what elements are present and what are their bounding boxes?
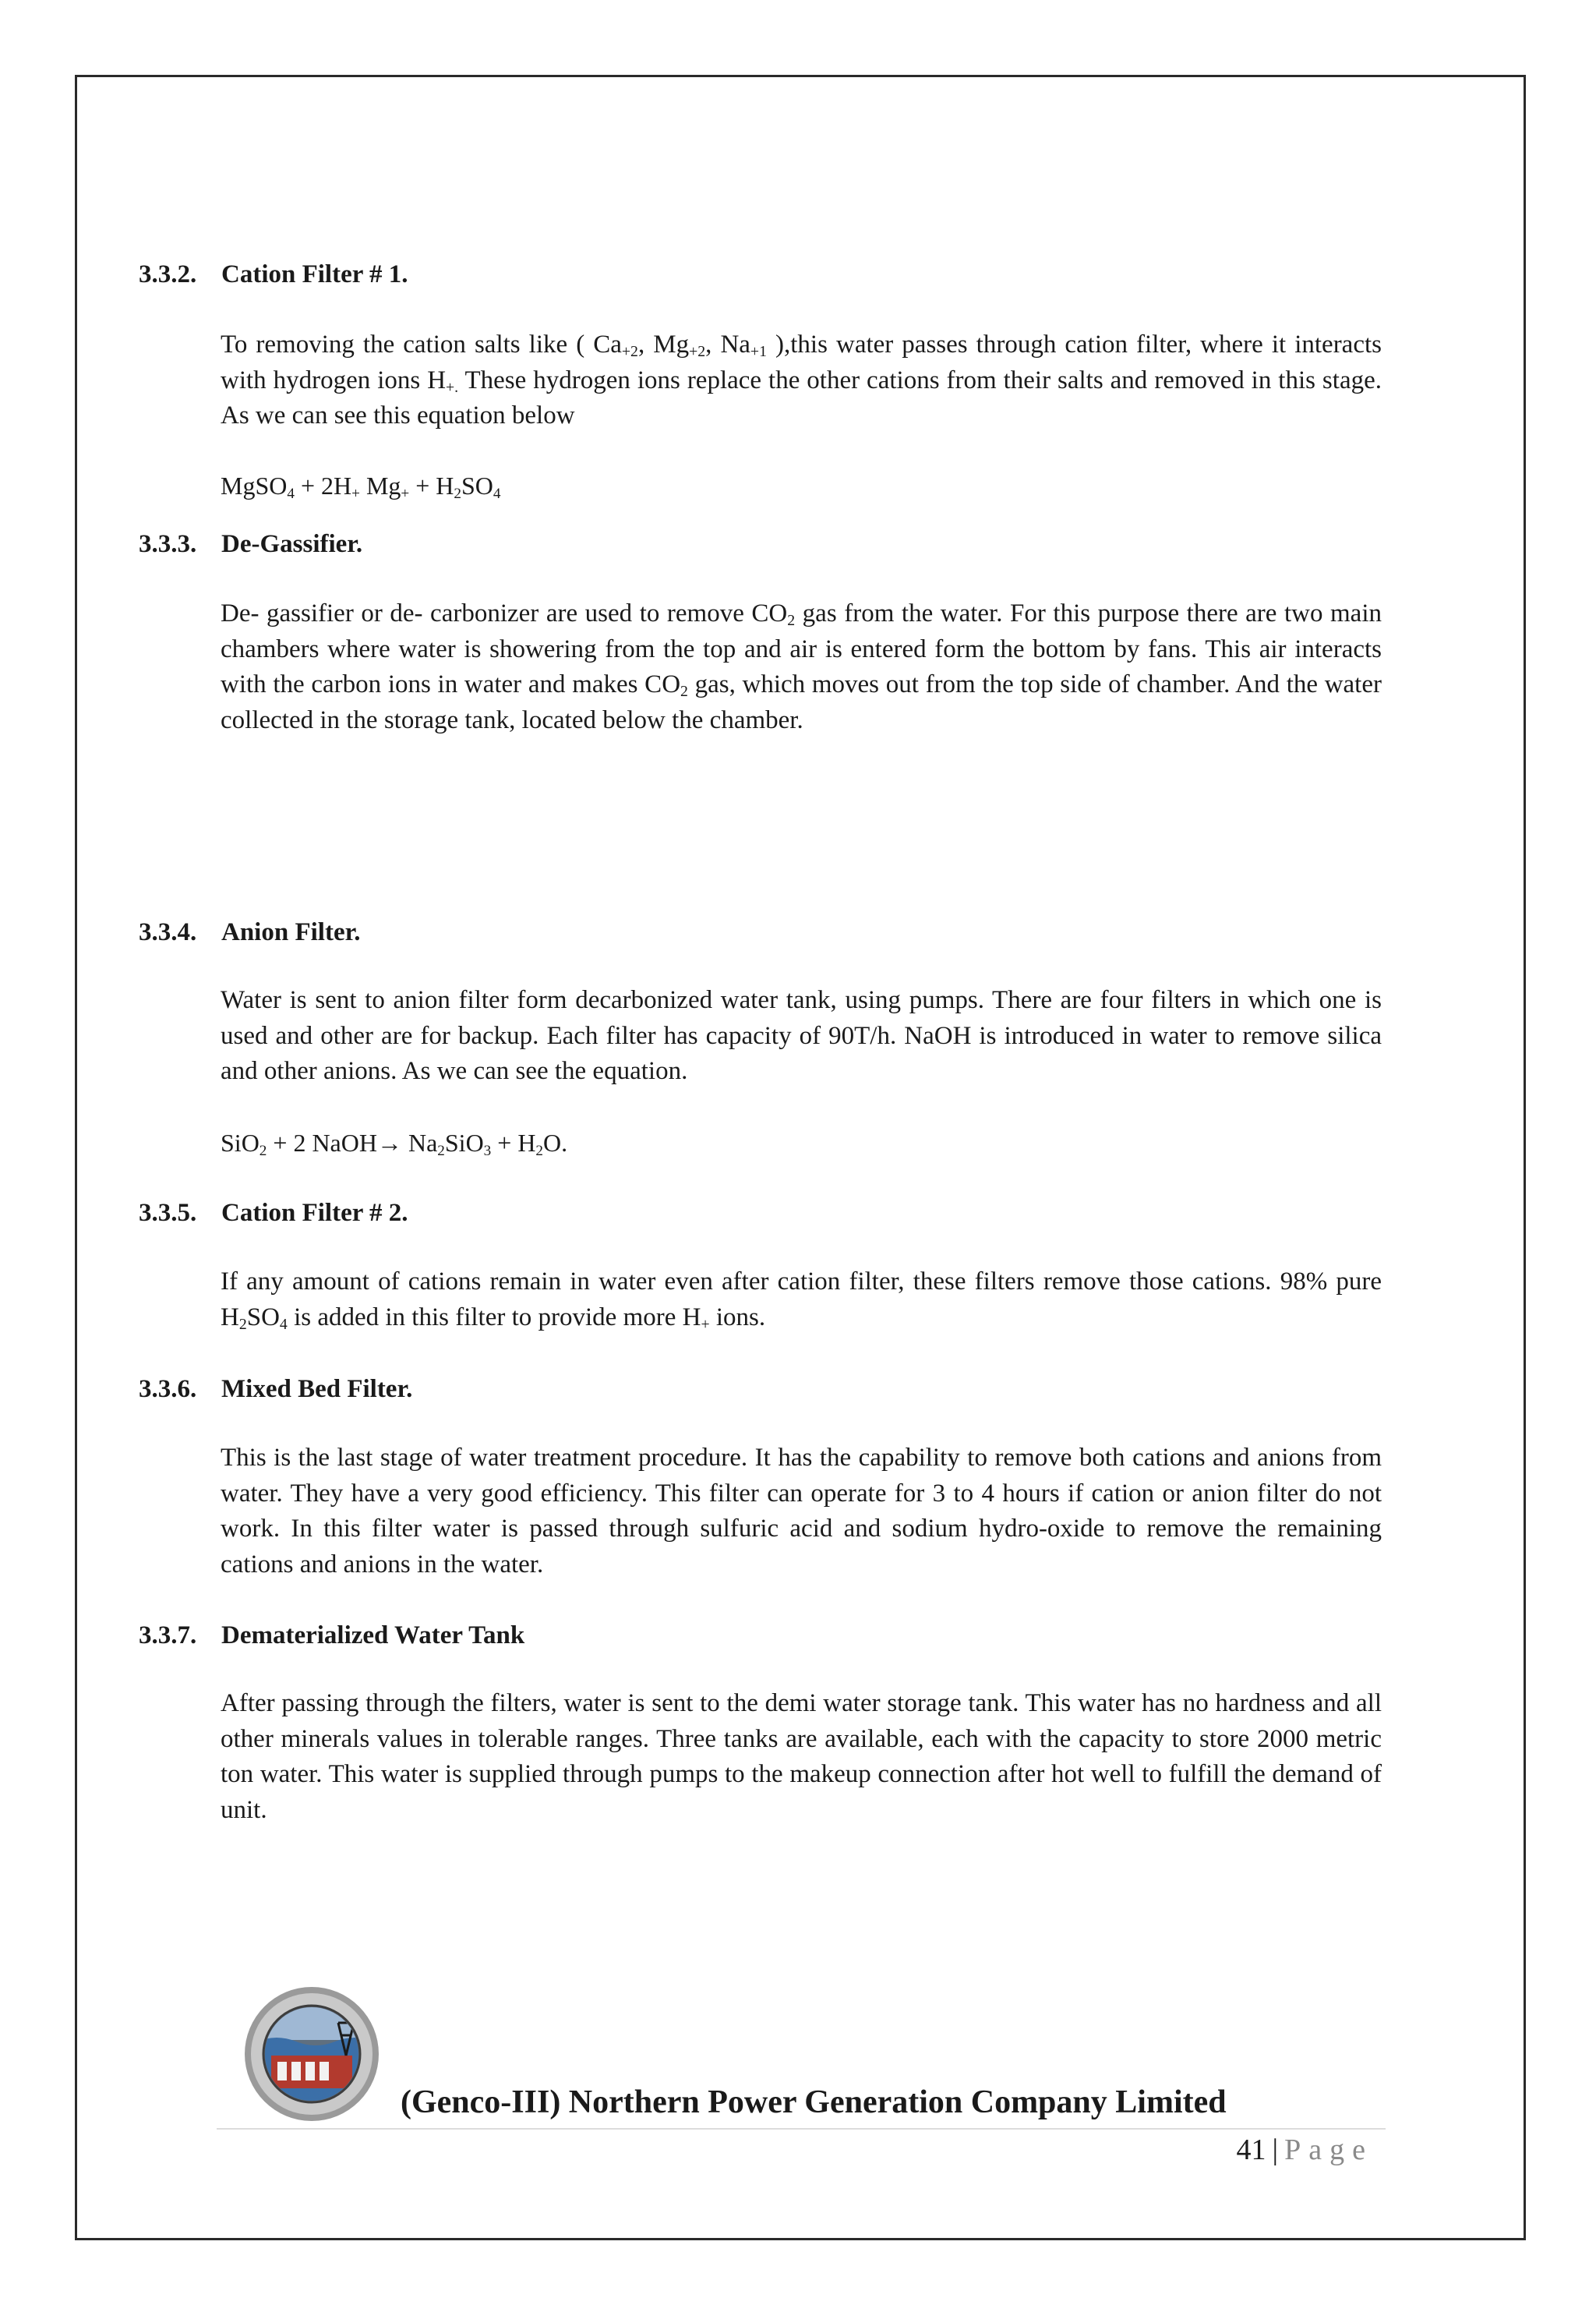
section-title: Mixed Bed Filter. bbox=[221, 1375, 413, 1403]
section-3-3-7-heading bbox=[139, 1620, 1386, 1651]
section-3-3-4-heading bbox=[139, 917, 1386, 948]
section-3-3-5-heading bbox=[139, 1197, 1386, 1228]
section-number: 3.3.5. bbox=[139, 1199, 197, 1227]
page-number bbox=[1237, 2131, 1373, 2169]
page-number-value: 41 bbox=[1236, 2133, 1266, 2166]
section-title: Cation Filter # 1. bbox=[221, 260, 408, 288]
section-3-3-6-heading bbox=[139, 1373, 1386, 1405]
section-number: 3.3.4. bbox=[139, 918, 197, 946]
section-title: De-Gassifier. bbox=[221, 530, 363, 558]
page-label: Page bbox=[1284, 2133, 1373, 2166]
paragraph-cation-filter-1: To removing the cation salts like ( $Ca_{+2}$, $Mg_{+2}$, $Na_{+1}$ ),this water passes through cation filter, where it interacts with hydrogen ions $H_{+.}$ These hydrogen ions replace the other cations from their salts and removed in this stage. As we can see this equation below bbox=[221, 331, 1382, 430]
section-number: 3.3.6. bbox=[139, 1375, 197, 1403]
section-number: 3.3.7. bbox=[139, 1621, 197, 1649]
paragraph-demin-water-tank: After passing through the filters, water is sent to the demi water storage tank. This water has no hardness and all other minerals values in tolerable ranges. Three tanks are available, each with the capacity to store 2000 metric ton water. This water is supplied through pumps to the makeup connection after hot well to fulfill the demand of unit. bbox=[221, 1689, 1382, 1824]
section-3-3-3-heading bbox=[139, 529, 1386, 560]
section-number: 3.3.3. bbox=[139, 530, 197, 558]
page-separator: | bbox=[1272, 2133, 1279, 2166]
equation-mgso4: MgSO$_4$ + $2H_+$ $Mg_+ + H_2SO_4$ bbox=[221, 472, 501, 502]
footer-divider bbox=[217, 2128, 1386, 2130]
paragraph-anion-filter: Water is sent to anion filter form decarbonized water tank, using pumps. There are four filters in which one is used and other are for backup. Each filter has capacity of 90T/h. NaOH is introduced in water to remove silica and other anions. As we can see the equation. bbox=[221, 986, 1382, 1085]
company-name: (Genco-III) Northern Power Generation Company Limited bbox=[401, 2084, 1227, 2120]
genco-logo bbox=[242, 1984, 382, 2124]
equation-sio2: SiO$_2$ + 2 NaOH→ $Na_2SiO_3 + H_2O$. bbox=[221, 1129, 568, 1159]
paragraph-mixed-bed-filter: This is the last stage of water treatment procedure. It has the capability to remove both cations and anions from water. They have a very good efficiency. This filter can operate for 3 to 4 hours if cation or anion filter do not work. In this filter water is passed through sulfuric acid and sodium hydro-oxide to remove the remaining cations and anions in the water. bbox=[221, 1444, 1382, 1578]
section-3-3-2-heading bbox=[139, 259, 1386, 290]
section-title: Dematerialized Water Tank bbox=[221, 1621, 525, 1649]
section-number: 3.3.2. bbox=[139, 260, 197, 288]
paragraph-cation-filter-2: If any amount of cations remain in water even after cation filter, these filters remove those cations. 98% pure $H_2SO_4$ is added in this filter to provide more $H_+$ ions. bbox=[221, 1267, 1382, 1333]
section-title: Cation Filter # 2. bbox=[221, 1199, 408, 1227]
paragraph-de-gassifier: De- gassifier or de- carbonizer are used to remove $CO_2$ gas from the water. For this purpose there are two main chambers where water is showering from the top and air is entered form the bottom by fans. This air interacts with the carbon ions in water and makes $CO_2$ gas, which moves out from the top side of chamber. And the water collected in the storage tank, located below the chamber. bbox=[221, 599, 1382, 734]
section-title: Anion Filter. bbox=[221, 918, 361, 946]
